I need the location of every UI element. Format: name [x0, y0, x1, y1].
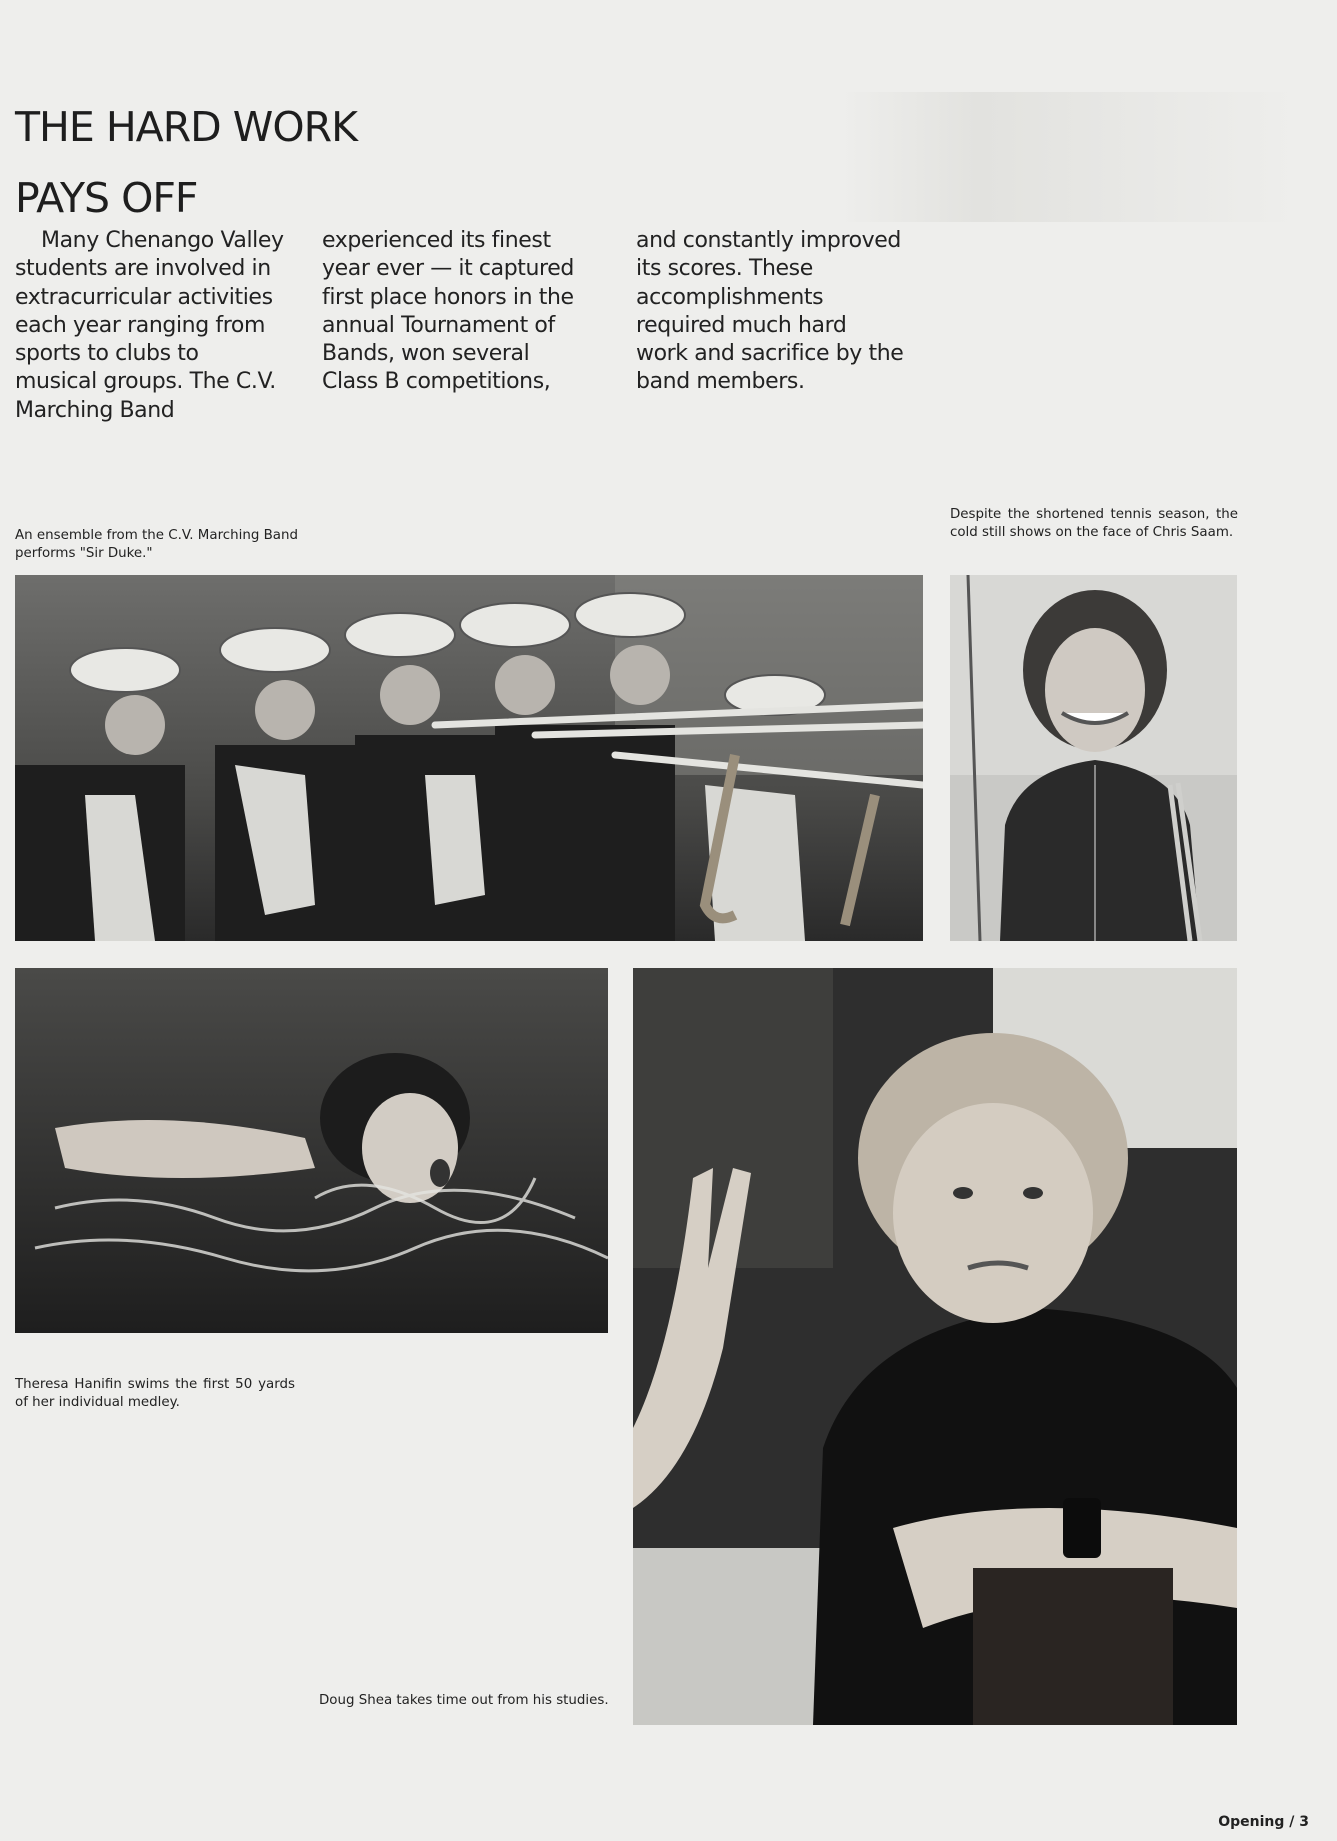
- body-line: its scores. These: [636, 256, 813, 282]
- page-folio: Opening / 3: [1218, 1814, 1309, 1830]
- tennis-player-photo: [950, 575, 1237, 941]
- body-line: and constantly improved: [636, 228, 901, 253]
- body-column-2: [322, 227, 627, 397]
- page-headline: [15, 92, 357, 234]
- body-column-3: [636, 227, 946, 397]
- body-line: Class B competitions,: [322, 369, 551, 395]
- headline-line-1: THE HARD WORK: [15, 103, 357, 151]
- bleed-through-shadow: [840, 92, 1300, 222]
- body-line: sports to clubs to: [15, 341, 199, 367]
- headline-line-2: PAYS OFF: [15, 174, 198, 222]
- body-column-1: [15, 227, 320, 425]
- tennis-photo-caption: Despite the shortened tennis season, the cold still shows on the face of Chris Saam.: [950, 507, 1238, 540]
- body-line: first place honors in the: [322, 284, 574, 310]
- swim-photo-caption: Theresa Hanifin swims the first 50 yards of her individual medley.: [15, 1377, 295, 1410]
- body-line: students are involved in: [15, 256, 271, 282]
- body-line: band members.: [636, 369, 805, 395]
- doug-photo-caption: Doug Shea takes time out from his studies.: [319, 1693, 609, 1708]
- body-line: experienced its finest: [322, 228, 551, 253]
- body-line: each year ranging from: [15, 312, 265, 338]
- marching-band-photo: [15, 575, 923, 941]
- body-line: Marching Band: [15, 397, 175, 423]
- body-line: accomplishments: [636, 284, 824, 310]
- body-line: year ever — it captured: [322, 256, 574, 282]
- body-line: Bands, won several: [322, 341, 530, 367]
- body-line: Many Chenango Valley: [41, 228, 284, 253]
- swimmer-photo: [15, 968, 608, 1333]
- body-line: extracurricular activities: [15, 284, 273, 310]
- body-line: work and sacrifice by the: [636, 341, 904, 367]
- body-line: required much hard: [636, 312, 847, 338]
- student-peace-sign-photo: [633, 968, 1237, 1725]
- body-line: annual Tournament of: [322, 312, 555, 338]
- band-photo-caption: An ensemble from the C.V. Marching Band performs "Sir Duke.": [15, 528, 298, 561]
- body-line: musical groups. The C.V.: [15, 369, 276, 395]
